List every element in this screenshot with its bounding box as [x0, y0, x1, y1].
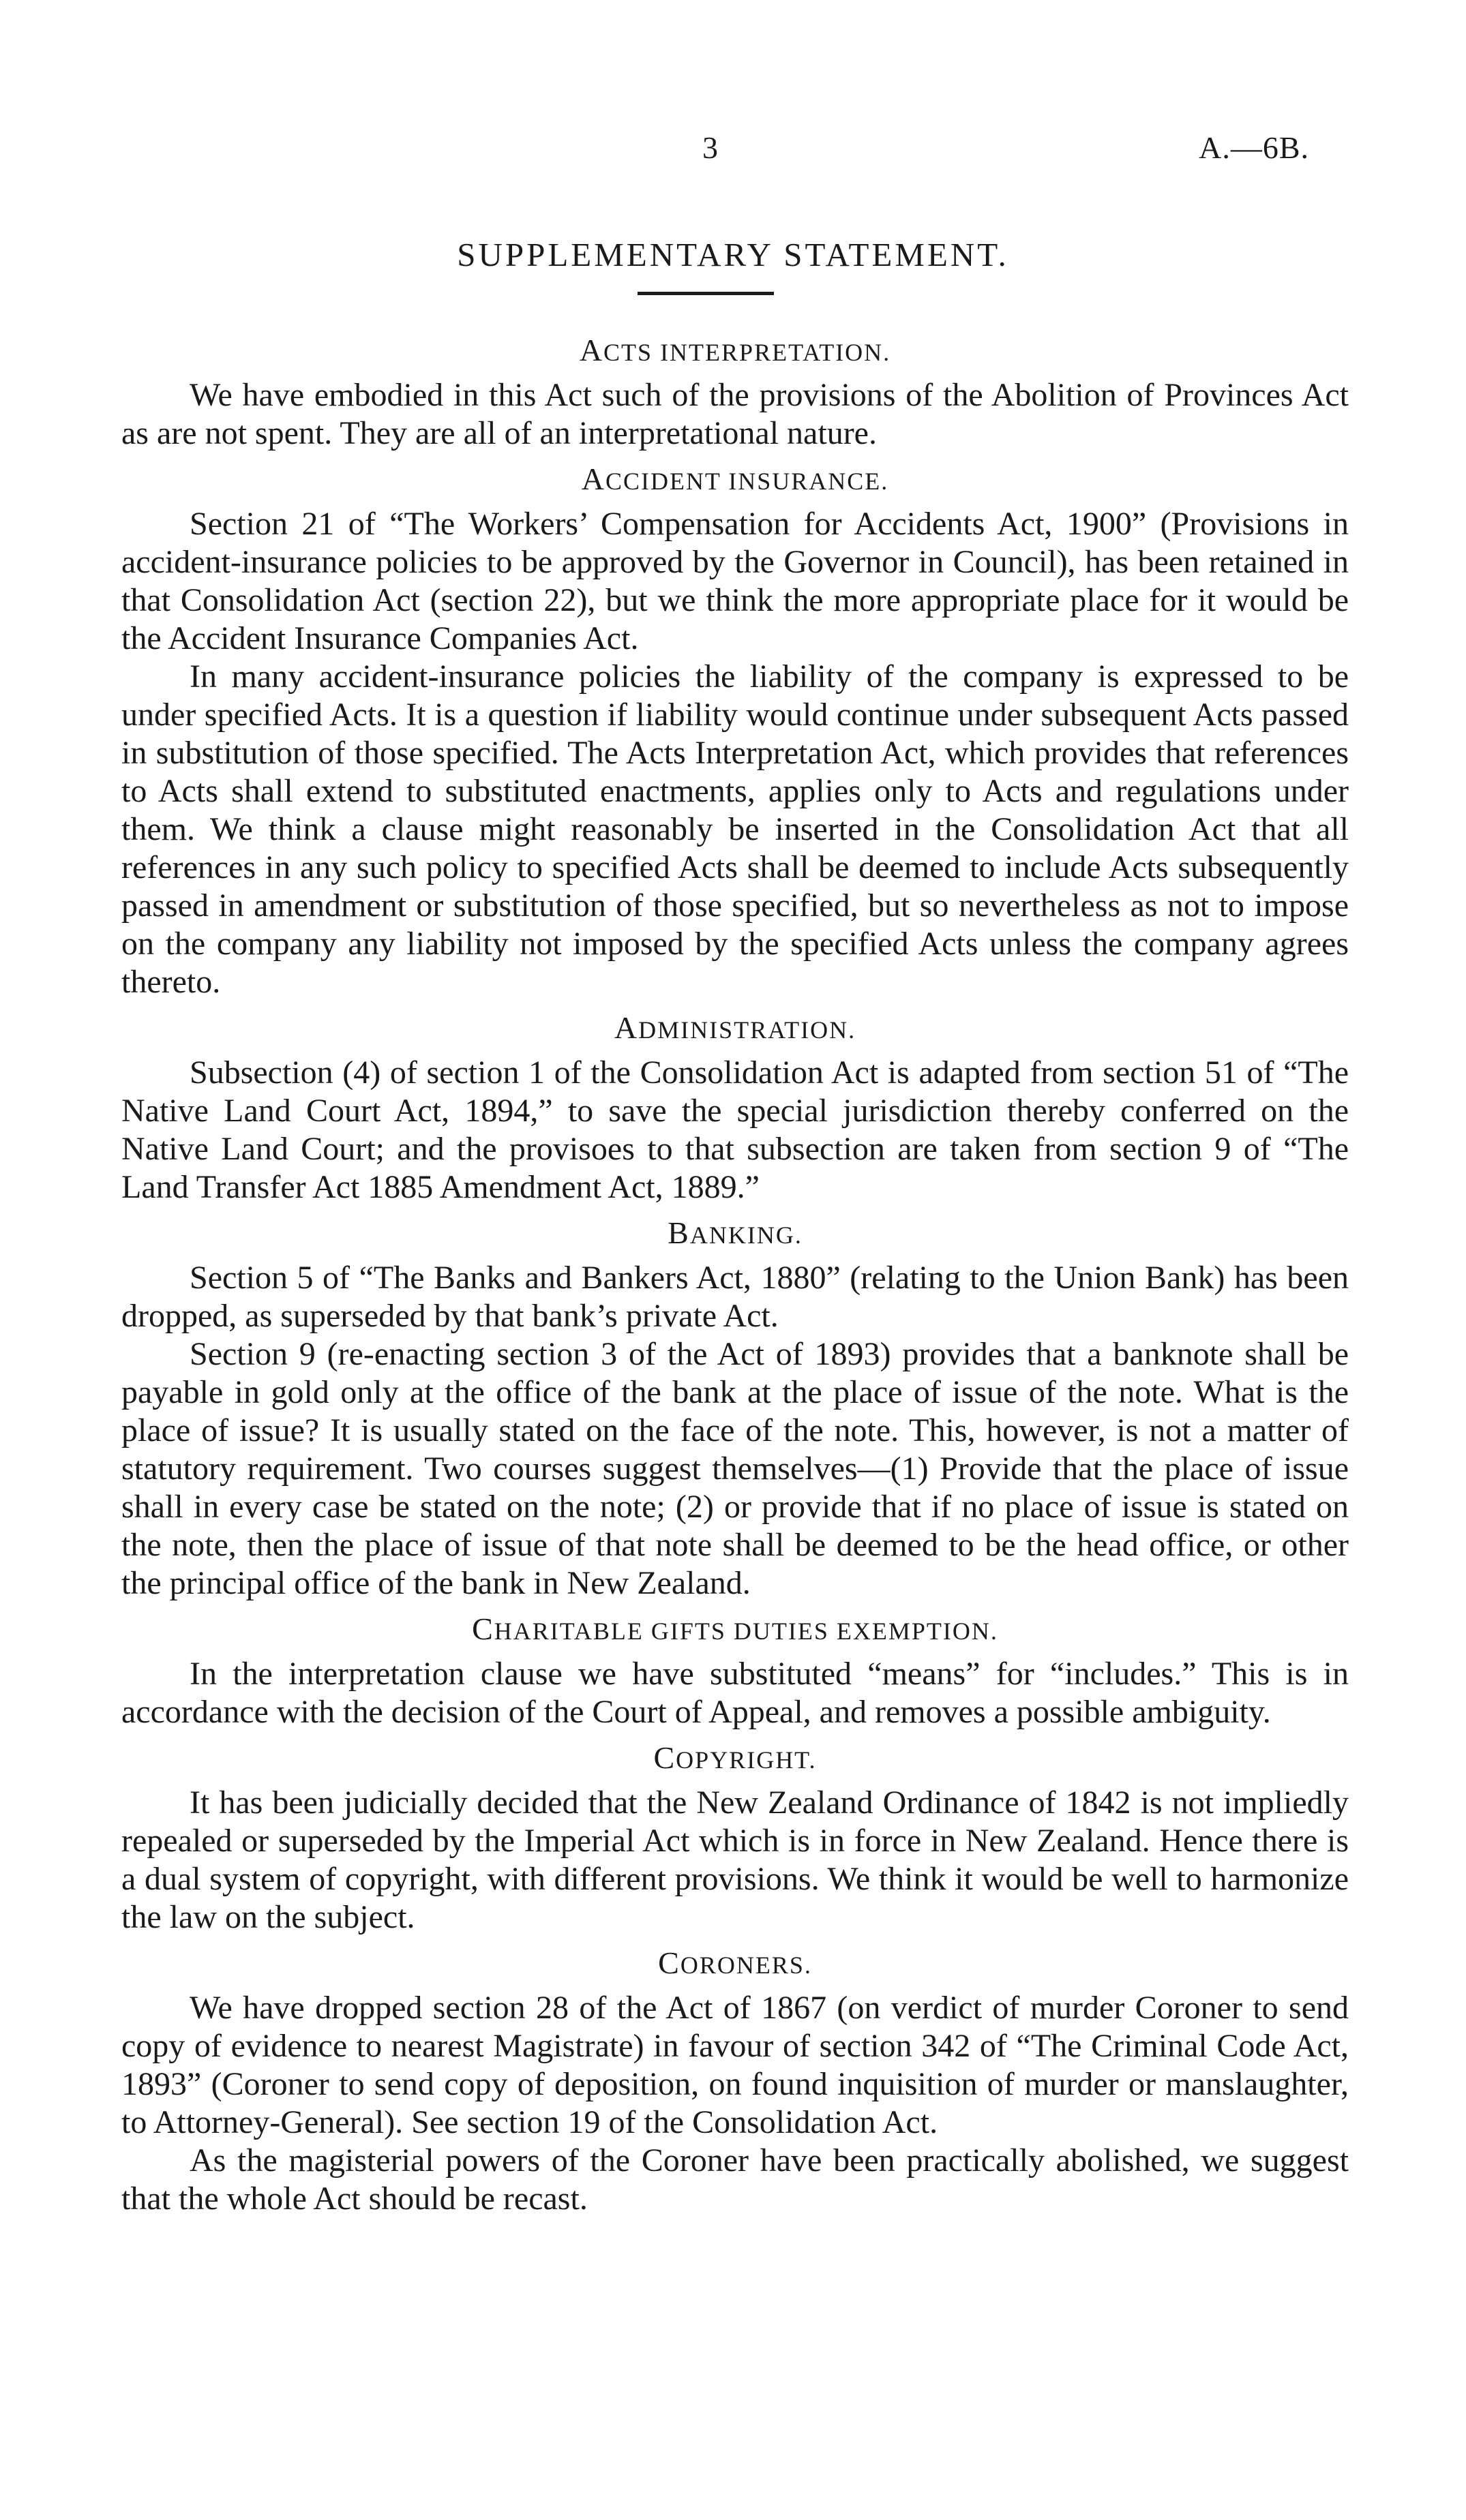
page-title: SUPPLEMENTARY STATEMENT. — [457, 236, 1009, 273]
section-heading: ACTS INTERPRETATION. — [579, 333, 891, 367]
paragraph: In many accident-insurance policies the liability of the company is expressed to be under specified Acts. It is a question if liability would continue under subsequent Acts passed in substitution of those specified. The Acts Interpretation Act, which provides that references to Acts shall extend to substituted enactments, applies only to Acts and regulations under them. We think a clause might reasonably be inserted in the Consolidation Act that all references in any such policy to specified Acts shall be deemed to include Acts subsequently passed in amendment or substitution of those specified, but so nevertheless as not to impose on the company any liability not imposed by the specified Acts unless the company agrees thereto. — [121, 658, 1349, 1000]
running-head — [0, 130, 1466, 170]
section-accident-insurance — [121, 462, 1349, 1001]
section-copyright — [121, 1741, 1349, 1937]
paragraph: Section 5 of “The Banks and Bankers Act, 1880” (relating to the Union Bank) has been dropped, as superseded by that bank’s private Act. — [121, 1260, 1349, 1334]
section-coroners — [121, 1946, 1349, 2218]
paragraph: As the magisterial powers of the Coroner have been practically abolished, we suggest that the whole Act should be recast. — [121, 2142, 1349, 2217]
section-charitable-gifts — [121, 1612, 1349, 1731]
section-acts-interpretation — [121, 333, 1349, 453]
body-text — [121, 324, 1349, 2218]
title-rule — [638, 292, 774, 295]
section-heading: COPYRIGHT. — [653, 1740, 817, 1775]
section-heading: ACCIDENT INSURANCE. — [581, 461, 889, 496]
section-heading: BANKING. — [668, 1215, 803, 1250]
section-banking — [121, 1216, 1349, 1603]
paragraph: In the interpretation clause we have substituted “means” for “includes.” This is in accordance with the decision of the Court of Appeal, and removes a possible ambiguity. — [121, 1656, 1349, 1730]
paragraph: Subsection (4) of section 1 of the Consolidation Act is adapted from section 51 of “The Native Land Court Act, 1894,” to save the special jurisdiction thereby conferred on the Native Land Court; and the provisoes to that subsection are taken from section 9 of “The Land Transfer Act 1885 Amendment Act, 1889.” — [121, 1054, 1349, 1205]
section-heading: CORONERS. — [658, 1945, 812, 1980]
paragraph: Section 9 (re-enacting section 3 of the Act of 1893) provides that a banknote shall be payable in gold only at the office of the bank at the place of issue of the note. What is the place of issue? It is usually stated on the face of the note. This, however, is not a matter of statutory requirement. Two courses suggest themselves—(1) Provide that the place of issue shall in every case be stated on the note; (2) or provide that if no place of issue is stated on the note, then the place of issue of that note shall be deemed to be the head office, or other the principal office of the bank in New Zealand. — [121, 1336, 1349, 1601]
paragraph: Section 21 of “The Workers’ Compensation for Accidents Act, 1900” (Provisions in accident-insurance policies to be approved by the Governor in Council), has been retained in that Consolidation Act (section 22), but we think the more appropriate place for it would be the Accident Insurance Companies Act. — [121, 506, 1349, 656]
page-number: 3 — [702, 130, 718, 165]
section-heading: CHARITABLE GIFTS DUTIES EXEMPTION. — [472, 1611, 998, 1646]
section-administration — [121, 1011, 1349, 1206]
section-heading: ADMINISTRATION. — [614, 1010, 856, 1045]
paragraph: It has been judicially decided that the New Zealand Ordinance of 1842 is not impliedly repealed or superseded by the Imperial Act which is in force in New Zealand. Hence there is a dual system of copyright, with different provisions. We think it would be well to harmonize the law on the subject. — [121, 1785, 1349, 1935]
paragraph: We have embodied in this Act such of the provisions of the Abolition of Provinces Act as are not spent. They are all of an interpretational nature. — [121, 377, 1349, 451]
paragraph: We have dropped section 28 of the Act of 1867 (on verdict of murder Coroner to send copy of evidence to nearest Magistrate) in favour of section 342 of “The Criminal Code Act, 1893” (Coroner to send copy of deposition, on found inquisition of murder or manslaughter, to Attorney-General). See section 19 of the Consolidation Act. — [121, 1990, 1349, 2140]
document-reference: A.—6B. — [1199, 130, 1309, 165]
